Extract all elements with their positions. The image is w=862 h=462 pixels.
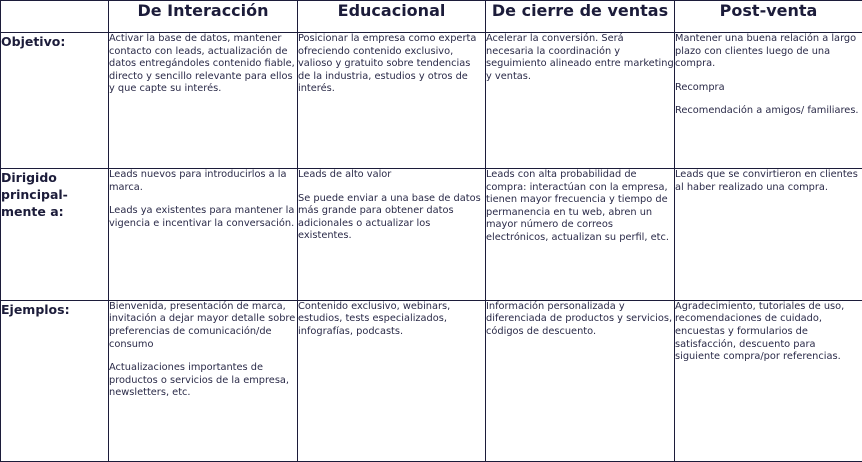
- cell-text: Leads nuevos para introducirlos a la marca.: [109, 168, 287, 193]
- column-header-interaccion: De Interacción: [109, 1, 298, 33]
- cell-text: Leads ya existentes para mantener la vigencia e incentivar la conversación.: [109, 205, 295, 229]
- cell-text: Mantener una buena relación a largo plazo con clientes luego de una compra.: [675, 33, 857, 70]
- table-cell: [486, 33, 675, 169]
- row-header-line: Dirigido: [1, 169, 57, 185]
- cell-text: Leads de alto valor: [298, 168, 392, 180]
- row-header-line: principal-: [1, 186, 68, 202]
- table-cell: [675, 168, 862, 300]
- cell-text: Leads con alta probabilidad de compra: interactúan con la empresa, tienen mayor frecuencia y tiempo de permanencia en tu web, abren un mayor número de correos electrónicos, actualizan su perfil, etc.: [486, 168, 670, 243]
- cell-text: Contenido exclusivo, webinars, estudios, tests especializados, infografías, podcasts.: [298, 300, 451, 338]
- table-cell: [109, 168, 298, 300]
- row-header-dirigido: [1, 168, 109, 300]
- table-cell: [486, 300, 675, 461]
- cell-text: Actualizaciones importantes de productos o servicios de la empresa, newsletters, etc.: [109, 362, 290, 399]
- table-cell: [109, 33, 298, 169]
- cell-text: Información personalizada y diferenciada de productos y servicios, códigos de descuento.: [486, 300, 673, 338]
- column-header-educacional: Educacional: [298, 1, 486, 33]
- cell-text: Activar la base de datos, mantener contacto con leads, actualización de datos entregándoles contenido fiable, directo y sencillo relevante para ellos y que capte su interés.: [109, 33, 295, 95]
- row-header-line: mente a:: [1, 203, 64, 219]
- column-header-cierre-ventas: De cierre de ventas: [486, 1, 675, 33]
- table-cell: [298, 300, 486, 461]
- cell-text: Posicionar la empresa como experta ofreciendo contenido exclusivo, valioso y gratuito sobre tendencias de la industria, estudios y otros de interés.: [298, 33, 477, 95]
- row-header-ejemplos: Ejemplos:: [1, 300, 109, 461]
- column-header-post-venta: Post-venta: [675, 1, 862, 33]
- table-cell: [675, 33, 862, 169]
- table-row-objetivo: [1, 33, 862, 169]
- cell-text: Agradecimiento, tutoriales de uso, recomendaciones de cuidado, encuestas y formularios de satisfacción, descuento para siguiente compra/por referencias.: [675, 300, 845, 363]
- cell-text: Leads que se convirtieron en clientes al haber realizado una compra.: [675, 168, 858, 193]
- corner-cell: [1, 1, 109, 33]
- table-cell: [298, 33, 486, 169]
- header-row: [1, 1, 862, 33]
- cell-text: Bienvenida, presentación de marca, invitación a dejar mayor detalle sobre preferencias de comunicación/de consumo: [109, 300, 296, 350]
- table-cell: [109, 300, 298, 461]
- row-header-objetivo: Objetivo:: [1, 33, 109, 169]
- table-cell: [675, 300, 862, 461]
- table-cell: [298, 168, 486, 300]
- table-row-dirigido: [1, 168, 862, 300]
- cell-text: Recomendación a amigos/ familiares.: [675, 105, 859, 117]
- cell-text: Recompra: [675, 81, 725, 93]
- table-row-ejemplos: [1, 300, 862, 461]
- table-cell: [486, 168, 675, 300]
- cell-text: Acelerar la conversión. Será necesaria la coordinación y seguimiento alineado entre marketing y ventas.: [486, 33, 674, 82]
- cell-text: Se puede enviar a una base de datos más grande para obtener datos adicionales o actualizar los existentes.: [298, 192, 481, 242]
